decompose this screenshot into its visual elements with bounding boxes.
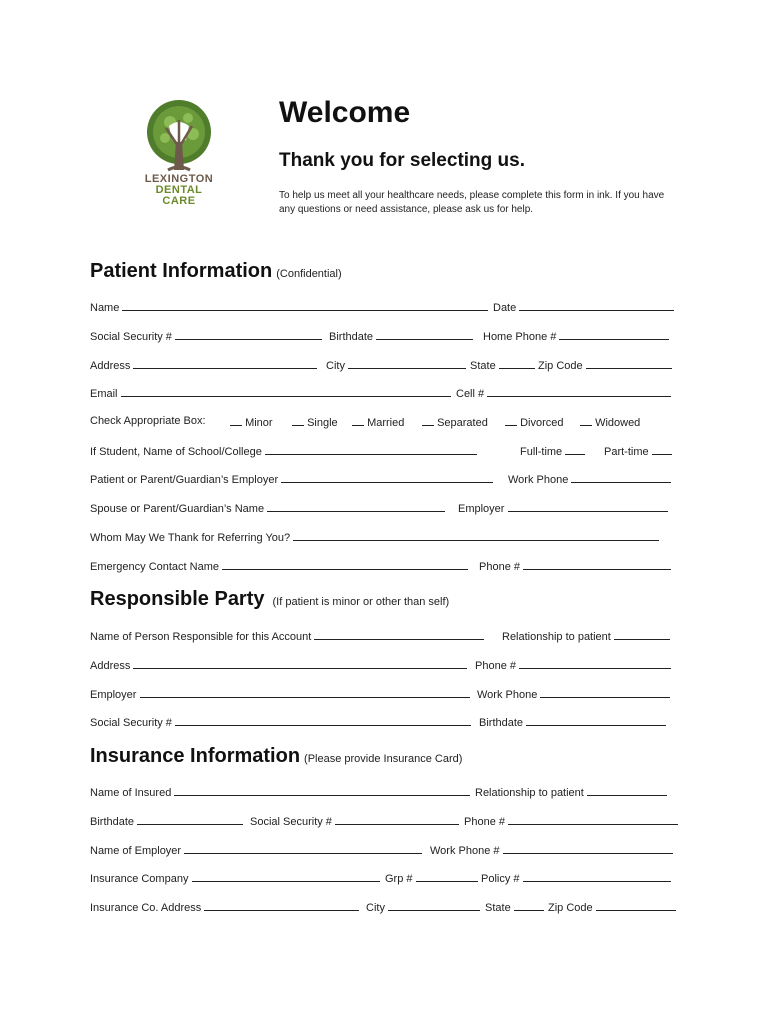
employer-field[interactable] [90, 472, 493, 486]
insurance-address-line[interactable] [204, 900, 359, 911]
zip-line[interactable] [586, 358, 672, 369]
logo-text-dental: DENTAL [155, 184, 203, 196]
insurance-company-field[interactable] [90, 871, 380, 885]
single-option[interactable] [292, 415, 338, 429]
work-phone-label: Work Phone [508, 474, 569, 486]
address-field[interactable] [90, 358, 317, 372]
date-field[interactable] [493, 300, 674, 314]
separated-line[interactable] [422, 415, 434, 426]
married-line[interactable] [352, 415, 364, 426]
home-phone-label: Home Phone # [483, 331, 557, 343]
insured-birthdate-field[interactable] [90, 814, 243, 828]
responsible-relationship-field[interactable] [502, 629, 670, 643]
emergency-phone-label: Phone # [479, 561, 520, 573]
zip-label: Zip Code [538, 360, 583, 372]
logo-text-lexington: LEXINGTON [144, 173, 214, 185]
responsible-relationship-label: Relationship to patient [502, 631, 611, 643]
name-label: Name [90, 302, 120, 314]
school-label: If Student, Name of School/College [90, 446, 262, 458]
responsible-party-title: Responsible Party [90, 588, 265, 610]
responsible-employer-line[interactable] [140, 687, 470, 698]
insured-employer-label: Name of Employer [90, 845, 182, 857]
patient-information-title: Patient Information [90, 260, 273, 282]
married-label: Married [367, 417, 405, 429]
part-time-line[interactable] [652, 444, 672, 455]
school-field[interactable] [90, 444, 477, 458]
insured-phone-line[interactable] [508, 814, 678, 825]
insurance-state-line[interactable] [514, 900, 544, 911]
cell-line[interactable] [487, 386, 671, 397]
responsible-phone-label: Phone # [475, 660, 516, 672]
insurance-state-field[interactable] [485, 900, 544, 914]
insurance-state-label: State [485, 902, 511, 914]
employer-label: Patient or Parent/Guardian’s Employer [90, 474, 279, 486]
date-line[interactable] [519, 300, 674, 311]
insured-label: Name of Insured [90, 787, 172, 799]
patient-information-heading [90, 260, 342, 283]
responsible-birthdate-line[interactable] [526, 715, 666, 726]
widowed-line[interactable] [580, 415, 592, 426]
patient-information-note: (Confidential) [276, 268, 342, 280]
separated-option[interactable] [422, 415, 488, 429]
full-time-label: Full-time [520, 446, 563, 458]
full-time-line[interactable] [565, 444, 585, 455]
work-phone-field[interactable] [508, 472, 671, 486]
policy-label: Policy # [481, 873, 520, 885]
emergency-label: Emergency Contact Name [90, 561, 219, 573]
cell-label: Cell # [456, 388, 485, 400]
responsible-ssn-line[interactable] [175, 715, 471, 726]
insurance-information-note: (Please provide Insurance Card) [304, 753, 463, 765]
date-label: Date [493, 302, 517, 314]
responsible-birthdate-label: Birthdate [479, 717, 524, 729]
insured-ssn-label: Social Security # [250, 816, 332, 828]
insurance-company-label: Insurance Company [90, 873, 189, 885]
ssn-field[interactable] [90, 329, 322, 343]
responsible-work-phone-label: Work Phone [477, 689, 538, 701]
cell-field[interactable] [456, 386, 671, 400]
part-time-option[interactable] [604, 444, 672, 458]
married-option[interactable] [352, 415, 404, 429]
home-phone-field[interactable] [483, 329, 669, 343]
single-line[interactable] [292, 415, 304, 426]
thanks-subheading: Thank you for selecting us. [279, 150, 525, 171]
spouse-field[interactable] [90, 501, 445, 515]
check-box-label: Check Appropriate Box: [90, 415, 206, 427]
email-line[interactable] [121, 386, 451, 397]
logo-text-care: CARE [162, 195, 196, 207]
insurance-address-label: Insurance Co. Address [90, 902, 202, 914]
tree-icon [138, 96, 220, 176]
email-label: Email [90, 388, 118, 400]
divorced-label: Divorced [520, 417, 564, 429]
widowed-option[interactable] [580, 415, 640, 429]
insured-birthdate-label: Birthdate [90, 816, 135, 828]
address-line[interactable] [133, 358, 317, 369]
home-phone-line[interactable] [559, 329, 669, 340]
responsible-address-line[interactable] [133, 658, 467, 669]
birthdate-label: Birthdate [329, 331, 374, 343]
responsible-work-phone-line[interactable] [540, 687, 670, 698]
insured-relationship-label: Relationship to patient [475, 787, 584, 799]
single-label: Single [307, 417, 338, 429]
insured-birthdate-line[interactable] [137, 814, 243, 825]
policy-line[interactable] [523, 871, 671, 882]
referral-line[interactable] [293, 530, 659, 541]
spouse-employer-label: Employer [458, 503, 505, 515]
insurance-company-line[interactable] [192, 871, 380, 882]
spouse-line[interactable] [267, 501, 445, 512]
insured-employer-line[interactable] [184, 843, 422, 854]
responsible-employer-field[interactable] [90, 687, 470, 701]
responsible-address-label: Address [90, 660, 131, 672]
name-line[interactable] [122, 300, 488, 311]
minor-line[interactable] [230, 415, 242, 426]
insured-work-phone-field[interactable] [430, 843, 673, 857]
school-line[interactable] [265, 444, 477, 455]
insured-ssn-line[interactable] [335, 814, 459, 825]
minor-option[interactable] [230, 415, 273, 429]
responsible-address-field[interactable] [90, 658, 467, 672]
grp-line[interactable] [416, 871, 478, 882]
grp-field[interactable] [385, 871, 478, 885]
insured-work-phone-line[interactable] [503, 843, 673, 854]
insurance-zip-label: Zip Code [548, 902, 593, 914]
address-label: Address [90, 360, 131, 372]
emergency-phone-field[interactable] [479, 559, 671, 573]
divorced-line[interactable] [505, 415, 517, 426]
city-label: City [326, 360, 345, 372]
birthdate-field[interactable] [329, 329, 473, 343]
policy-field[interactable] [481, 871, 671, 885]
state-field[interactable] [470, 358, 535, 372]
insurance-information-heading [90, 745, 462, 768]
insured-relationship-field[interactable] [475, 785, 667, 799]
insured-employer-field[interactable] [90, 843, 422, 857]
widowed-label: Widowed [595, 417, 641, 429]
responsible-phone-line[interactable] [519, 658, 671, 669]
emergency-field[interactable] [90, 559, 468, 573]
work-phone-line[interactable] [571, 472, 671, 483]
insured-work-phone-label: Work Phone # [430, 845, 500, 857]
spouse-employer-field[interactable] [458, 501, 668, 515]
responsible-work-phone-field[interactable] [477, 687, 670, 701]
divorced-option[interactable] [505, 415, 563, 429]
insurance-city-line[interactable] [388, 900, 480, 911]
referral-field[interactable] [90, 530, 659, 544]
spouse-label: Spouse or Parent/Guardian’s Name [90, 503, 265, 515]
insurance-information-title: Insurance Information [90, 745, 301, 767]
welcome-heading: Welcome [279, 96, 411, 129]
zip-field[interactable] [538, 358, 672, 372]
responsible-phone-field[interactable] [475, 658, 671, 672]
responsible-ssn-label: Social Security # [90, 717, 172, 729]
responsible-person-field[interactable] [90, 629, 484, 643]
insured-relationship-line[interactable] [587, 785, 667, 796]
insurance-city-field[interactable] [366, 900, 480, 914]
separated-label: Separated [437, 417, 488, 429]
responsible-party-heading [90, 588, 449, 611]
responsible-person-label: Name of Person Responsible for this Account [90, 631, 312, 643]
insurance-address-field[interactable] [90, 900, 359, 914]
minor-label: Minor [245, 417, 273, 429]
responsible-birthdate-field[interactable] [479, 715, 666, 729]
insured-field[interactable] [90, 785, 470, 799]
city-field[interactable] [326, 358, 466, 372]
part-time-label: Part-time [604, 446, 649, 458]
responsible-party-note: (If patient is minor or other than self) [272, 596, 450, 608]
insured-line[interactable] [174, 785, 470, 796]
email-field[interactable] [90, 386, 451, 400]
emergency-line[interactable] [222, 559, 468, 570]
responsible-person-line[interactable] [314, 629, 484, 640]
insured-ssn-field[interactable] [250, 814, 459, 828]
name-field[interactable] [90, 300, 488, 314]
employer-line[interactable] [281, 472, 493, 483]
city-line[interactable] [348, 358, 466, 369]
responsible-relationship-line[interactable] [614, 629, 670, 640]
insurance-city-label: City [366, 902, 385, 914]
insured-phone-field[interactable] [464, 814, 678, 828]
responsible-ssn-field[interactable] [90, 715, 471, 729]
responsible-employer-label: Employer [90, 689, 137, 701]
emergency-phone-line[interactable] [523, 559, 671, 570]
insurance-zip-line[interactable] [596, 900, 676, 911]
state-label: State [470, 360, 496, 372]
ssn-label: Social Security # [90, 331, 172, 343]
intro-text: To help us meet all your healthcare needs, please complete this form in ink. If you have any questions or need assistance, please ask us for help. [279, 190, 665, 215]
full-time-option[interactable] [520, 444, 585, 458]
lexington-dental-care-logo [138, 96, 220, 212]
insured-phone-label: Phone # [464, 816, 505, 828]
referral-label: Whom May We Thank for Referring You? [90, 532, 291, 544]
spouse-employer-line[interactable] [508, 501, 668, 512]
birthdate-line[interactable] [376, 329, 473, 340]
insurance-zip-field[interactable] [548, 900, 676, 914]
ssn-line[interactable] [175, 329, 322, 340]
grp-label: Grp # [385, 873, 413, 885]
state-line[interactable] [499, 358, 535, 369]
